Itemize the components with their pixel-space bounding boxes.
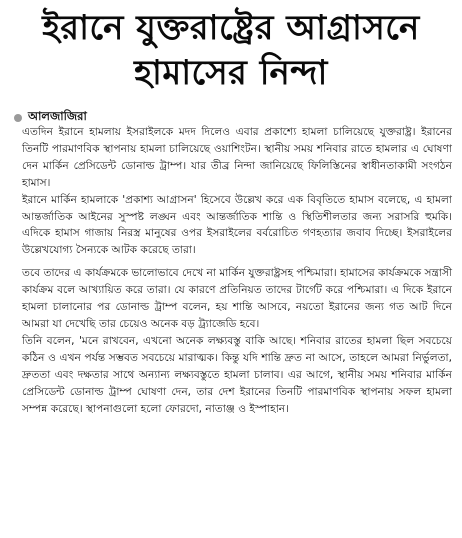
article-paragraph-3: তবে তাদের এ কার্যক্রমকে ভালোভাবে দেখে না মার্কিন যুক্তরাষ্ট্রসহ পশ্চিমারা। হামাসের কার্যক্রমকে সন্ত্রাসী কার্যক্রম বলে আখ্যায়িত করে তারা। যে কারণে প্রতিনিয়ত তাদের টার্গেট করে পশ্চিমারা। এ দিকে ইরানে হামলা চালানোর পর ডোনাল্ড ট্রাম্প বলেন, হয় শান্তি আসবে, নয়তো ইরানের জন্য গত আট দিনে আমরা যা দেখেছি তার চেয়েও অনেক বড় ট্র্যাজেডি হবে। xyxy=(22,267,452,330)
article-paragraph-2: ইরানে মার্কিন হামলাকে 'প্রকাশ্য আগ্রাসন' হিসেবে উল্লেখ করে এক বিবৃতিতে হামাস বলেছে, এ হামলা আন্তর্জাতিক আইনের সুস্পষ্ট লঙ্ঘন এবং আন্তর্জাতিক শান্তি ও স্থিতিশীলতার জন্য সরাসরি হুমকি। এদিকে হামাস গাজায় নিরস্ত্র মানুষের ওপর ইসরাইলের বর্বরোচিত গণহত্যার জবাব দিচ্ছে। ইসরাইলের উল্লেখযোগ্য সৈন্যকে আটক করেছে তারা। xyxy=(22,193,452,257)
article-body xyxy=(12,124,452,417)
byline-source: আলজাজিরা xyxy=(28,109,87,123)
article-paragraph-4: তিনি বলেন, 'মনে রাখবেন, এখনো অনেক লক্ষ্যবস্তু বাকি আছে। শনিবার রাতের হামলা ছিল সবচেয়ে কঠিন ও এখন পর্যন্ত সম্ভবত সবচেয়ে মারাত্মক। কিন্তু যদি শান্তি দ্রুত না আসে, তাহলে আমরা নির্ভুলতা, দ্রুততা এবং দক্ষতার সাথে অন্যান্য লক্ষ্যবস্তুতে হামলা চালাব। এর আগে, স্থানীয় সময় শনিবার মার্কিন প্রেসিডেন্ট ডোনাল্ড ট্রাম্প ঘোষণা দেন, তার দেশ ইরানের তিনটি পারমাণবিক স্থাপনায় সফল হামলা সম্পন্ন করেছে। স্থাপনাগুলো হলো ফোরদো, নাতাঞ্জ ও ইস্পাহান। xyxy=(22,334,452,415)
headline xyxy=(0,6,462,96)
headline-line-1: ইরানে যুক্তরাষ্ট্রের আগ্রাসনে xyxy=(42,8,420,48)
headline-line-2: হামাসের নিন্দা xyxy=(134,53,328,93)
article-paragraph-1: এতদিন ইরানে হামলায় ইসরাইলকে মদদ দিলেও এবার প্রকাশ্যে হামলা চালিয়েছে যুক্তরাষ্ট্র। ইরানের তিনটি পারমাণবিক স্থাপনায় হামলা চালিয়েছে ওয়াশিংটন। স্থানীয় সময় শনিবার রাতে হামলার এ ঘোষণা দেন মার্কিন প্রেসিডেন্ট ডোনাল্ড ট্রাম্প। যার তীব্র নিন্দা জানিয়েছে ফিলিস্তিনের স্বাধীনতাকামী সংগঠন হামাস। xyxy=(22,126,452,189)
bullet-dot-icon xyxy=(14,114,22,122)
